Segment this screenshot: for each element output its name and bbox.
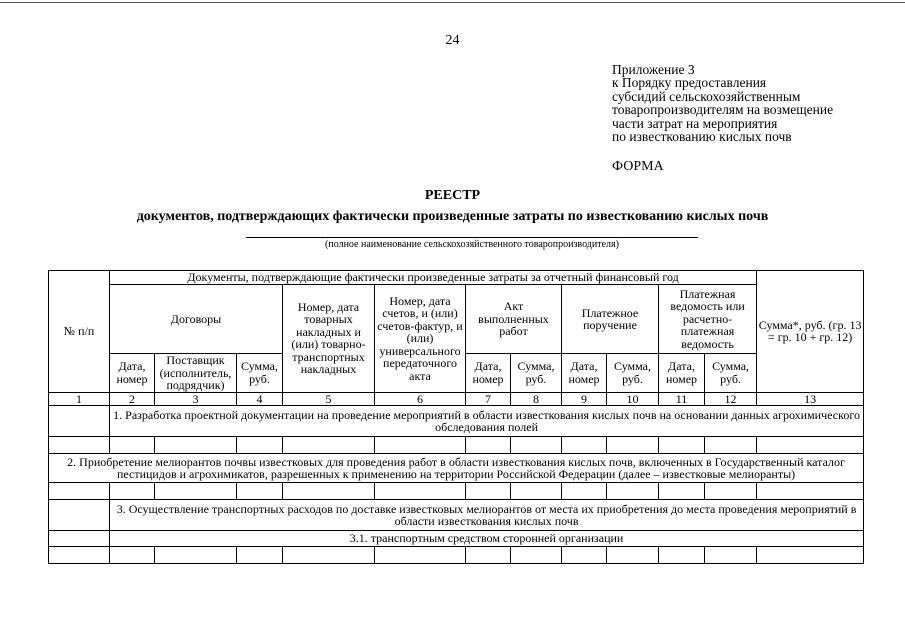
- appendix-line: товаропроизводителям на возмещение: [612, 102, 834, 118]
- producer-name-line: [246, 237, 698, 238]
- column-number: 1: [49, 392, 110, 406]
- section-3-heading: 3. Осуществление транспортных расходов по доставке известковых мелиорантов от места их приобретения до места проведения мероприятий в области известкования кислых почв: [110, 500, 864, 531]
- column-number: 4: [237, 392, 283, 406]
- document-title: РЕЕСТР: [424, 188, 481, 203]
- subheader-date-number: Дата, номер: [562, 354, 607, 393]
- appendix-reference: [612, 63, 833, 143]
- subheader-supplier: Поставщик (исполнитель, подрядчик): [155, 354, 237, 393]
- producer-name-caption: (полное наименование сельскохозяйственного товаропроизводителя): [325, 239, 619, 250]
- section-2-heading: 2. Приобретение мелиорантов почвы известковых для проведения работ в области известкования кислых почв, включенных в Государственный каталог пестицидов и агрохимикатов, разрешенных к применению на территории Российской Федерации (далее – известковые мелиоранты): [49, 454, 864, 483]
- document-subtitle: документов, подтверждающих фактически произведенные затраты по известкованию кислых почв: [136, 209, 769, 224]
- column-number: 9: [562, 392, 607, 406]
- header-contracts: Договоры: [110, 285, 283, 354]
- appendix-line: к Порядку предоставления: [612, 75, 767, 91]
- section-number-cell: [49, 531, 110, 547]
- column-number: 10: [607, 392, 659, 406]
- subsection-3-1-heading: 3.1. транспортным средством сторонней организации: [110, 531, 864, 547]
- header-payment-orders: Платежное поручение: [562, 285, 659, 354]
- page-top-rule: [0, 2, 905, 3]
- subheader-sum: Сумма, руб.: [237, 354, 283, 393]
- header-acts: Акт выполненных работ: [466, 285, 562, 354]
- subheader-date-number: Дата, номер: [659, 354, 705, 393]
- subheader-date-number: Дата, номер: [110, 354, 155, 393]
- subheader-date-number: Дата, номер: [466, 354, 511, 393]
- table-row: [49, 547, 864, 564]
- subheader-sum: Сумма, руб.: [511, 354, 562, 393]
- registry-table: [48, 270, 864, 564]
- subheader-sum: Сумма, руб.: [607, 354, 659, 393]
- header-total-sum: Сумма*, руб. (гр. 13 = гр. 10 + гр. 12): [757, 271, 864, 393]
- column-number: 6: [375, 392, 466, 406]
- appendix-line: субсидий сельскохозяйственным: [612, 88, 801, 104]
- header-documents: Документы, подтверждающие фактически произведенные затраты за отчетный финансовый год: [110, 271, 757, 285]
- column-number: 11: [659, 392, 705, 406]
- table-row: [49, 437, 864, 454]
- column-number: 7: [466, 392, 511, 406]
- header-invoices: Номер, дата счетов, и (или) счетов-фактур, и (или) универсального передаточного акта: [375, 285, 466, 393]
- header-row-number: № п/п: [49, 271, 110, 393]
- column-number: 3: [155, 392, 237, 406]
- header-payroll: Платежная ведомость или расчетно-платежная ведомость: [659, 285, 757, 354]
- appendix-line: части затрат на мероприятия: [612, 115, 778, 131]
- column-number: 13: [757, 392, 864, 406]
- appendix-line: Приложение 3: [612, 62, 695, 77]
- subheader-sum: Сумма, руб.: [705, 354, 757, 393]
- page-number: 24: [445, 33, 460, 48]
- section-1-heading: 1. Разработка проектной документации на проведение мероприятий в области известкования кислых почв на основании данных агрохимического обследования полей: [110, 406, 864, 437]
- section-number-cell: [49, 500, 110, 531]
- section-number-cell: [49, 406, 110, 437]
- column-number: 2: [110, 392, 155, 406]
- form-label: ФОРМА: [612, 159, 664, 174]
- column-number: 8: [511, 392, 562, 406]
- appendix-line: по известкованию кислых почв: [612, 129, 792, 145]
- column-number: 12: [705, 392, 757, 406]
- table-row: [49, 483, 864, 500]
- header-waybills: Номер, дата товарных накладных и (или) товарно-транспортных накладных: [283, 285, 375, 393]
- column-number: 5: [283, 392, 375, 406]
